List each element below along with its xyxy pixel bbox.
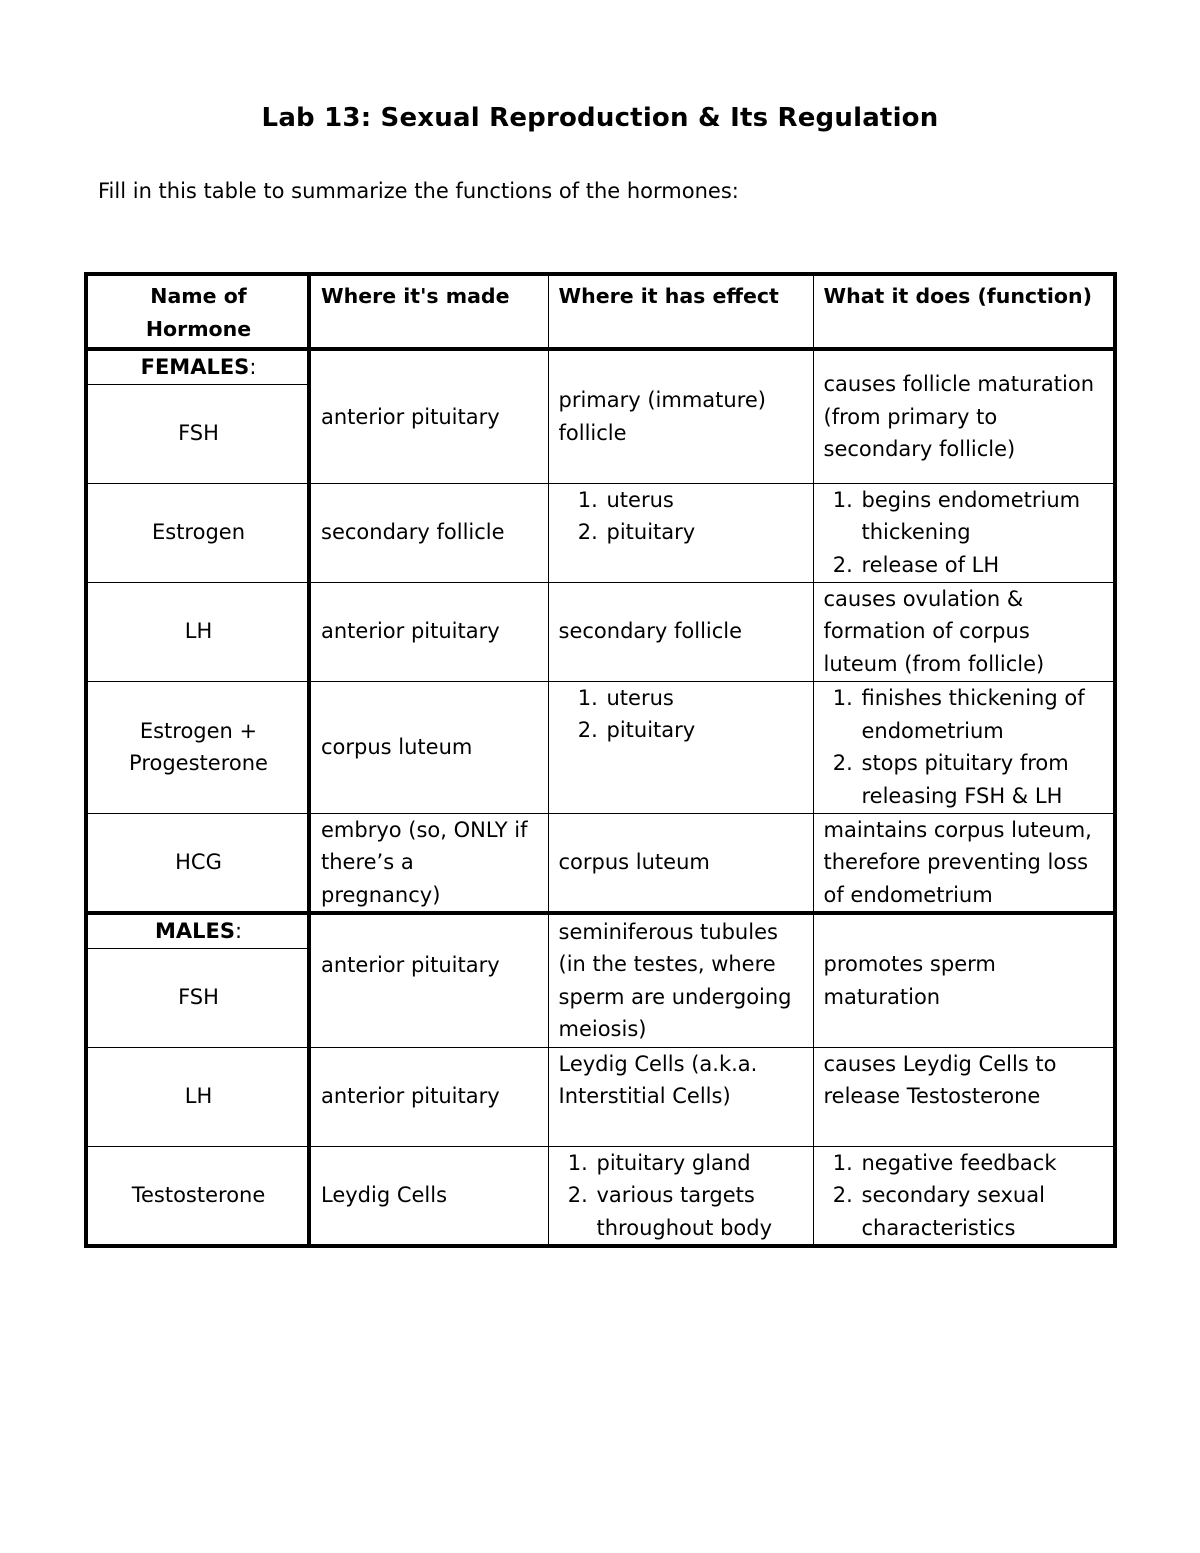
hormone-table xyxy=(84,272,1117,1248)
list-item: 2. stops pituitary from releasing FSH & LH xyxy=(860,747,1106,812)
list-item: 2. pituitary xyxy=(605,714,805,747)
header-name: Name of Hormone xyxy=(86,274,309,349)
hormone-name: LH xyxy=(86,582,309,681)
table-cell: Leydig Cells (a.k.a. Interstitial Cells) xyxy=(548,1047,813,1146)
males-label: MALES: xyxy=(86,913,309,948)
list-item: 2. various targets throughout body xyxy=(595,1179,805,1244)
table-row xyxy=(86,813,1115,913)
table-cell: embryo (so, ONLY if there’s a pregnancy) xyxy=(309,813,548,913)
effect-list xyxy=(559,1147,805,1245)
table-cell: Leydig Cells xyxy=(309,1146,548,1246)
table-cell xyxy=(548,483,813,582)
table-cell: anterior pituitary xyxy=(309,1047,548,1146)
hormone-name: FSH xyxy=(86,948,309,1047)
list-item: 2. pituitary xyxy=(605,516,805,549)
table-row xyxy=(86,483,1115,582)
table-cell: causes Leydig Cells to release Testosterone xyxy=(813,1047,1115,1146)
list-item: 2. secondary sexual characteristics xyxy=(860,1179,1106,1244)
list-item: 1. finishes thickening of endometrium xyxy=(860,682,1106,747)
table-cell xyxy=(813,681,1115,813)
header-made: Where it's made xyxy=(309,274,548,349)
females-label: FEMALES: xyxy=(86,349,309,384)
table-cell: maintains corpus luteum, therefore preventing loss of endometrium xyxy=(813,813,1115,913)
table-cell: corpus luteum xyxy=(309,681,548,813)
males-section-row xyxy=(86,913,1115,948)
list-item: 1. negative feedback xyxy=(860,1147,1106,1180)
list-item: 2. release of LH xyxy=(860,549,1106,582)
list-item: 1. uterus xyxy=(605,682,805,715)
table-cell: secondary follicle xyxy=(548,582,813,681)
effect-list xyxy=(559,484,805,549)
function-list xyxy=(824,1147,1106,1245)
table-cell: anterior pituitary xyxy=(309,582,548,681)
table-cell xyxy=(548,681,813,813)
table-row xyxy=(86,681,1115,813)
table-cell: causes follicle maturation (from primary to secondary follicle) xyxy=(813,349,1115,483)
header-effect: Where it has effect xyxy=(548,274,813,349)
table-cell xyxy=(813,1146,1115,1246)
list-item: 1. pituitary gland xyxy=(595,1147,805,1180)
hormone-name: FSH xyxy=(86,384,309,483)
table-row xyxy=(86,1146,1115,1246)
hormone-name: Estrogen + Progesterone xyxy=(86,681,309,813)
females-section-row xyxy=(86,349,1115,384)
page-title: Lab 13: Sexual Reproduction & Its Regulation xyxy=(261,103,939,133)
table-row xyxy=(86,582,1115,681)
table-cell: seminiferous tubules (in the testes, where sperm are undergoing meiosis) xyxy=(548,913,813,1047)
effect-list xyxy=(559,682,805,747)
table-cell: anterior pituitary xyxy=(309,349,548,483)
table-cell: secondary follicle xyxy=(309,483,548,582)
hormone-name: HCG xyxy=(86,813,309,913)
table-cell xyxy=(548,1146,813,1246)
function-list xyxy=(824,682,1106,812)
list-item: 1. begins endometrium thickening xyxy=(860,484,1106,549)
list-item: 1. uterus xyxy=(605,484,805,517)
table-cell xyxy=(813,483,1115,582)
table-cell: causes ovulation & formation of corpus luteum (from follicle) xyxy=(813,582,1115,681)
table-cell: anterior pituitary xyxy=(309,913,548,1047)
hormone-name: Estrogen xyxy=(86,483,309,582)
function-list xyxy=(824,484,1106,582)
table-header-row xyxy=(86,274,1115,349)
hormone-name: Testosterone xyxy=(86,1146,309,1246)
header-function: What it does (function) xyxy=(813,274,1115,349)
table-cell: promotes sperm maturation xyxy=(813,913,1115,1047)
table-cell: primary (immature) follicle xyxy=(548,349,813,483)
table-cell: corpus luteum xyxy=(548,813,813,913)
instructions: Fill in this table to summarize the functions of the hormones: xyxy=(98,179,739,203)
table-row xyxy=(86,1047,1115,1146)
hormone-name: LH xyxy=(86,1047,309,1146)
